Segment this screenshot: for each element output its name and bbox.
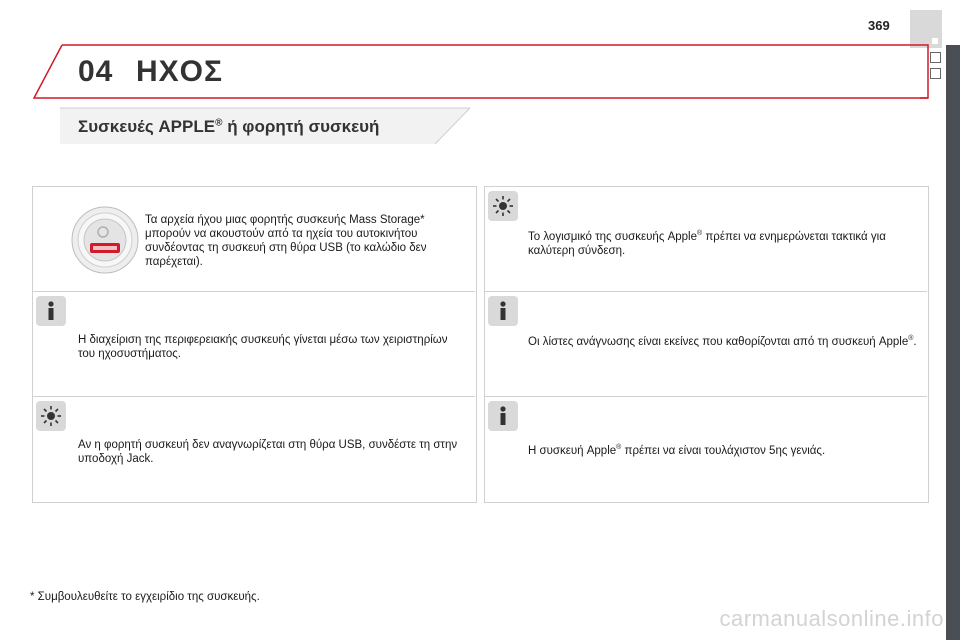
info-icon [488,401,518,431]
jack-info-text: Αν η φορητή συσκευή δεν αναγνωρίζεται στη θύρα USB, συνδέστε τη στην υποδοχή Jack. [78,439,458,465]
usb-port-icon [70,205,140,275]
tip-light-icon [36,401,66,431]
info-icon [36,296,66,326]
control-info-text: Η διαχείριση της περιφερειακής συσκευής γίνεται μέσω των χειριστηρίων του ηχοσυστήματος. [78,334,448,360]
row-divider [485,396,927,397]
chapter-title: ΗΧΟΣ [136,55,224,88]
side-markers [930,52,941,84]
info-icon-box [36,296,66,326]
info-icon [488,296,518,326]
row-divider [33,291,475,292]
row-divider [33,396,475,397]
info-icon-box [488,401,518,431]
usb-info-text: Τα αρχεία ήχου μιας φορητής συσκευής Mass Storage* μπορούν να ακουστούν από τα ηχεία του αυτοκινήτου συνδέοντας τη συσκευή στη θύρα USB (το καλώδιο δεν παρέχεται). [145,214,427,268]
row-divider [485,291,927,292]
section-title: Συσκευές APPLE® ή φορητή συσκευή [78,117,380,136]
tip-light-icon [488,191,518,221]
tip-icon-box [36,401,66,431]
generation-info-text: Η συσκευή Apple® πρέπει να είναι τουλάχιστον 5ης γενιάς. [528,444,826,457]
playlists-info-text: Οι λίστες ανάγνωσης είναι εκείνες που καθορίζονται από τη συσκευή Apple®. [528,335,917,348]
software-update-text: Το λογισμικό της συσκευής Apple® πρέπει να ενημερώνεται τακτικά για καλύτερη σύνδεση. [528,230,886,257]
chapter-number: 04 [78,55,114,88]
page-number: 369 [868,18,890,33]
right-edge-bar [946,45,960,640]
watermark: carmanualsonline.info [719,606,944,631]
footnote: * Συμβουλευθείτε το εγχειρίδιο της συσκευής. [30,591,260,603]
info-icon-box [488,296,518,326]
tip-icon-box [488,191,518,221]
